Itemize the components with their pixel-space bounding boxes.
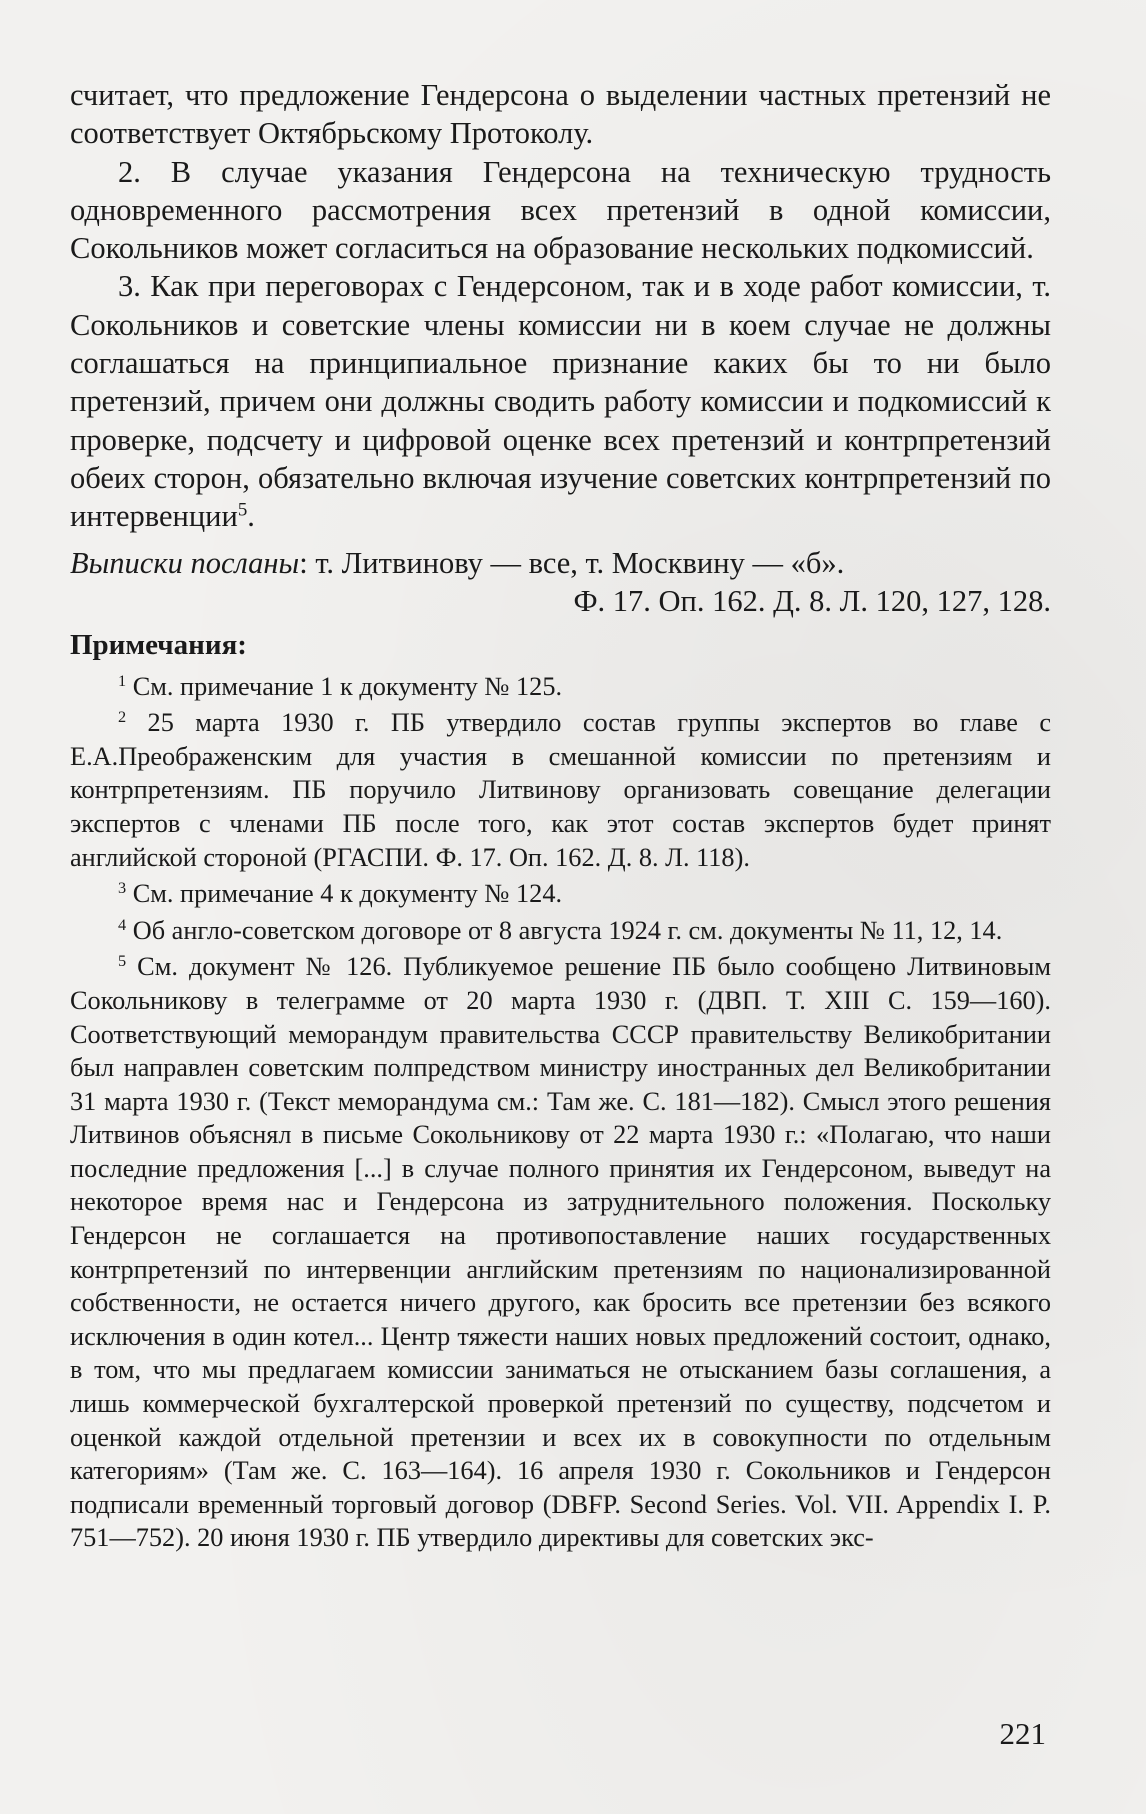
note-item: $^2$ 25 марта 1930 г. ПБ утвердило состав группы экспертов во главе с Е.А.Преображенским для участия в смешанной комиссии по претензиям и контрпретензиям. ПБ поручило Литвинову организовать совещание делегации экспертов с членами ПБ после того, как этот состав экспертов будет принят английской стороной (РГАСПИ. Ф. 17. Оп. 162. Д. 8. Л. 118). xyxy=(70,707,1051,872)
note-item: $^4$ Об англо-советском договоре от 8 августа 1924 г. см. документы № 11, 12, 14. xyxy=(118,914,1003,945)
note-number: 1 xyxy=(118,670,127,690)
notes-title: Примечания: xyxy=(70,628,247,661)
footnote-ref-5: 5 xyxy=(237,499,248,521)
distribution-text: : т. Литвинову — все, т. Москвину — «б». xyxy=(299,545,845,580)
note-number: 2 xyxy=(118,707,127,727)
distribution-line xyxy=(70,544,1051,582)
distribution-label: Выписки посланы xyxy=(70,545,300,580)
paragraph-point-3: 3. Как при переговорах с Гендерсоном, так и в ходе работ комиссии, т. Сокольников и советские члены комиссии ни в коем случае не должны соглашаться на принципиальное признание каких бы то ни было претензий, причем они должны сводить работу комиссии и подкомиссий к проверке, подсчету и цифровой оценке всех претензий и контрпретензий обеих сторон, обязательно включая изучение советских контрпретензий по интервенции$^5$. xyxy=(70,269,1051,534)
note-number: 5 xyxy=(118,951,127,971)
note-item: $^3$ См. примечание 4 к документу № 124. xyxy=(118,878,563,909)
main-text xyxy=(70,76,1051,536)
note-number: 3 xyxy=(118,878,127,898)
notes-section xyxy=(70,670,1051,1555)
paragraph-point-2: 2. В случае указания Гендерсона на техническую трудность одновременного рассмотрения всех претензий в одной комиссии, Сокольников может согласиться на образование нескольких подкомиссий. xyxy=(70,154,1051,266)
note-item: $^5$ См. документ № 126. Публикуемое решение ПБ было сообщено Литвиновым Сокольникову в телеграмме от 20 марта 1930 г. (ДВП. Т. XIII С. 159—160). Соответствующий меморандум правительства СССР правительству Великобритании был направлен советским полпредством министру иностранных дел Великобритании 31 марта 1930 г. (Текст меморандума см.: Там же. С. 181—182). Смысл этого решения Литвинов объяснял в письме Сокольникову от 22 марта 1930 г.: «Полагаю, что наши последние предложения [...] в случае полного принятия их Гендерсоном, выведут на некоторое время нас и Гендерсона из затруднительного положения. Поскольку Гендерсон не соглашается на противопоставление наших государственных контрпретензий по интервенции английским претензиям по национализированной собственности, не остается ничего другого, как бросить все претензии без всякого исключения в один котел... Центр тяжести наших новых предложений состоит, однако, в том, что мы предлагаем комиссии заниматься не отысканием базы соглашения, а лишь коммерческой бухгалтерской проверкой претензий по существу, подсчетом и оценкой каждой отдельной претензии и всех их в совокупности по отдельным категориям» (Там же. С. 163—164). 16 апреля 1930 г. Сокольников и Гендерсон подписали временный торговый договор (DBFP. Second Series. Vol. VII. Appendix I. P. 751—752). 20 июня 1930 г. ПБ утвердило директивы для советских экс- xyxy=(70,951,1051,1553)
page-number: 221 xyxy=(999,1716,1046,1751)
paragraph-continuation: считает, что предложение Гендерсона о выделении частных претензий не соответствует Октябрьскому Протоколу. xyxy=(70,78,1051,151)
note-item: $^1$ См. примечание 1 к документу № 125. xyxy=(118,670,563,701)
note-number: 4 xyxy=(118,914,127,934)
archive-reference: Ф. 17. Оп. 162. Д. 8. Л. 120, 127, 128. xyxy=(573,583,1051,618)
